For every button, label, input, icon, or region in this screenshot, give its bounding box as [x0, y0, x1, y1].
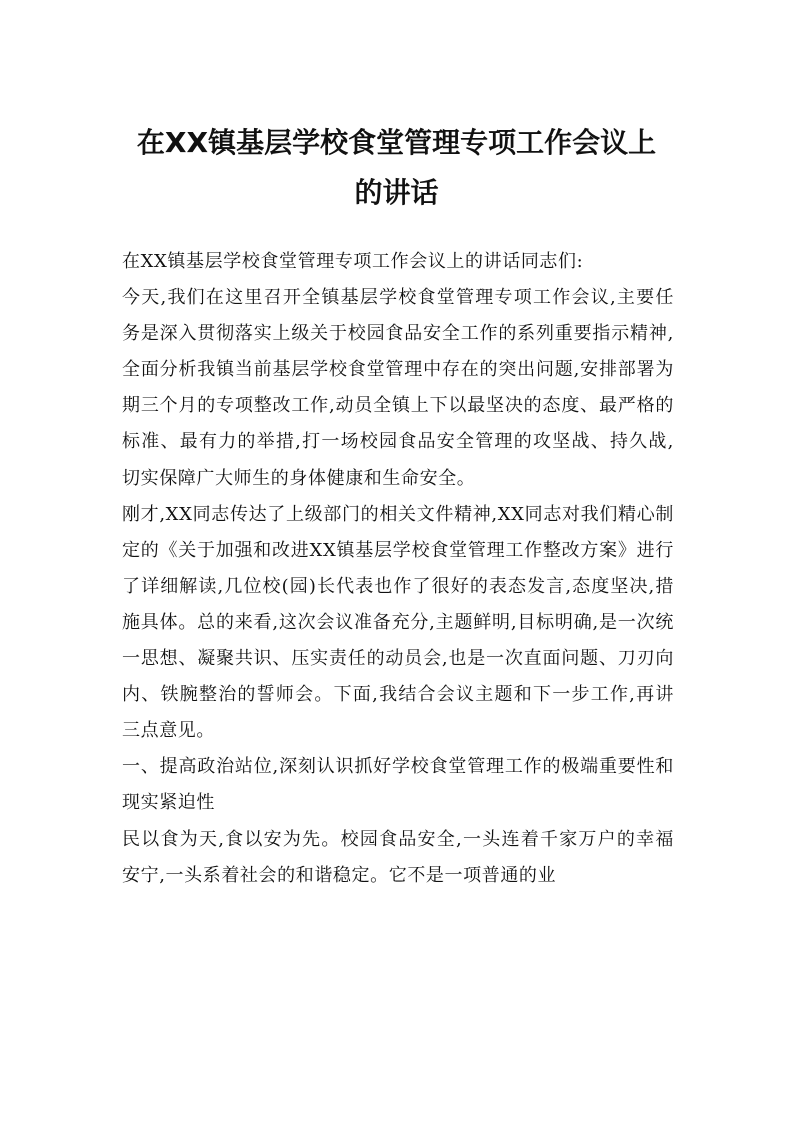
paragraph-section-1: 民以食为天,食以安为先。校园食品安全,一头连着千家万户的幸福安宁,一头系着社会的和谐稳定。它不是一项普通的业: [122, 828, 674, 886]
document-title-line-1: 在XX镇基层学校食堂管理专项工作会议上: [136, 126, 657, 159]
paragraph-salutation: 在XX镇基层学校食堂管理专项工作会议上的讲话同志们:: [122, 251, 584, 272]
document-title-line-2: 的讲话: [354, 176, 439, 209]
section-heading-1: 一、提高政治站位,深刻认识抓好学校食堂管理工作的极端重要性和现实紧迫性: [122, 756, 674, 814]
document-body: [122, 244, 674, 894]
paragraph-summary: 刚才,XX同志传达了上级部门的相关文件精神,XX同志对我们精心制定的《关于加强和改进XX镇基层学校食堂管理工作整改方案》进行了详细解读,几位校(园)长代表也作了很好的表态发言,态度坚决,措施具体。总的来看,这次会议准备充分,主题鲜明,目标明确,是一次统一思想、凝聚共识、压实责任的动员会,也是一次直面问题、刀刃向内、铁腕整治的誓师会。下面,我结合会议主题和下一步工作,再讲三点意见。: [122, 503, 674, 742]
paragraph-opening: 今天,我们在这里召开全镇基层学校食堂管理专项工作会议,主要任务是深入贯彻落实上级关于校园食品安全工作的系列重要指示精神,全面分析我镇当前基层学校食堂管理中存在的突出问题,安排部署为期三个月的专项整改工作,动员全镇上下以最坚决的态度、最严格的标准、最有力的举措,打一场校园食品安全管理的攻坚战、持久战,切实保障广大师生的身体健康和生命安全。: [122, 287, 674, 489]
